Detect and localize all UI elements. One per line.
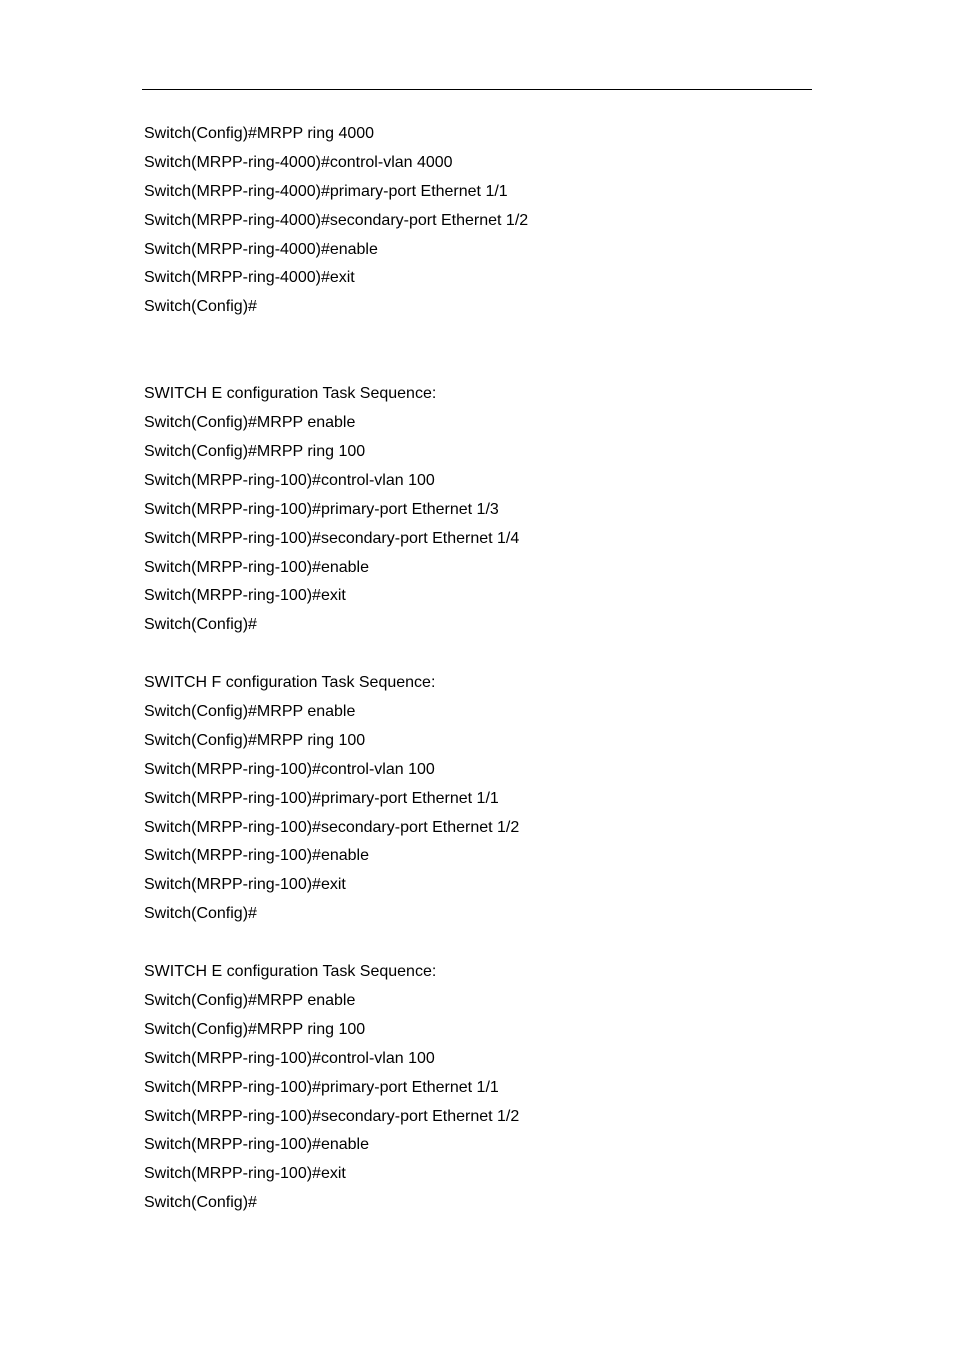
command-line: Switch(MRPP-ring-4000)#secondary-port Ethernet 1/2 [144, 211, 529, 229]
config-block-ring-4000 [144, 120, 812, 322]
command-line: Switch(MRPP-ring-100)#primary-port Ethernet 1/1 [144, 1078, 499, 1096]
command-line: Switch(MRPP-ring-100)#enable [144, 1136, 369, 1154]
command-line: Switch(Config)# [144, 298, 257, 316]
command-line: Switch(MRPP-ring-4000)#control-vlan 4000 [144, 153, 453, 171]
command-line: Switch(Config)# [144, 616, 257, 634]
config-block-switch-e-second [144, 958, 812, 1218]
command-line: Switch(MRPP-ring-100)#enable [144, 558, 369, 576]
config-block-switch-f [144, 669, 812, 929]
config-block-switch-e [144, 380, 812, 640]
section-heading: SWITCH E configuration Task Sequence: [144, 963, 437, 981]
command-line: Switch(MRPP-ring-4000)#primary-port Ethernet 1/1 [144, 182, 508, 200]
command-line: Switch(Config)# [144, 905, 257, 923]
section-heading: SWITCH E configuration Task Sequence: [144, 385, 437, 403]
header-rule [142, 89, 812, 90]
command-line: Switch(Config)#MRPP enable [144, 703, 356, 721]
command-line: Switch(MRPP-ring-100)#primary-port Ethernet 1/1 [144, 789, 499, 807]
command-line: Switch(MRPP-ring-100)#control-vlan 100 [144, 760, 435, 778]
command-line: Switch(MRPP-ring-100)#secondary-port Ethernet 1/2 [144, 1107, 520, 1125]
command-line: Switch(Config)#MRPP ring 4000 [144, 125, 375, 142]
command-line: Switch(Config)#MRPP ring 100 [144, 443, 366, 461]
command-line: Switch(MRPP-ring-4000)#exit [144, 269, 355, 287]
command-line: Switch(MRPP-ring-100)#control-vlan 100 [144, 1049, 435, 1067]
section-spacer [144, 929, 812, 958]
command-line: Switch(Config)#MRPP enable [144, 991, 356, 1009]
section-spacer [144, 640, 812, 669]
section-spacer [144, 322, 812, 380]
command-line: Switch(MRPP-ring-100)#exit [144, 1165, 346, 1183]
section-heading: SWITCH F configuration Task Sequence: [144, 674, 436, 692]
command-line: Switch(MRPP-ring-100)#primary-port Ethernet 1/3 [144, 500, 499, 518]
command-line: Switch(MRPP-ring-100)#secondary-port Ethernet 1/2 [144, 818, 520, 836]
command-line: Switch(MRPP-ring-4000)#enable [144, 240, 378, 258]
command-line: Switch(MRPP-ring-100)#exit [144, 587, 346, 605]
command-line: Switch(MRPP-ring-100)#exit [144, 876, 346, 894]
command-line: Switch(Config)#MRPP ring 100 [144, 731, 366, 749]
command-line: Switch(Config)#MRPP enable [144, 414, 356, 432]
command-line: Switch(Config)#MRPP ring 100 [144, 1020, 366, 1038]
command-line: Switch(Config)# [144, 1194, 257, 1212]
command-line: Switch(MRPP-ring-100)#control-vlan 100 [144, 471, 435, 489]
document-body [144, 120, 812, 1218]
command-line: Switch(MRPP-ring-100)#secondary-port Ethernet 1/4 [144, 529, 520, 547]
command-line: Switch(MRPP-ring-100)#enable [144, 847, 369, 865]
